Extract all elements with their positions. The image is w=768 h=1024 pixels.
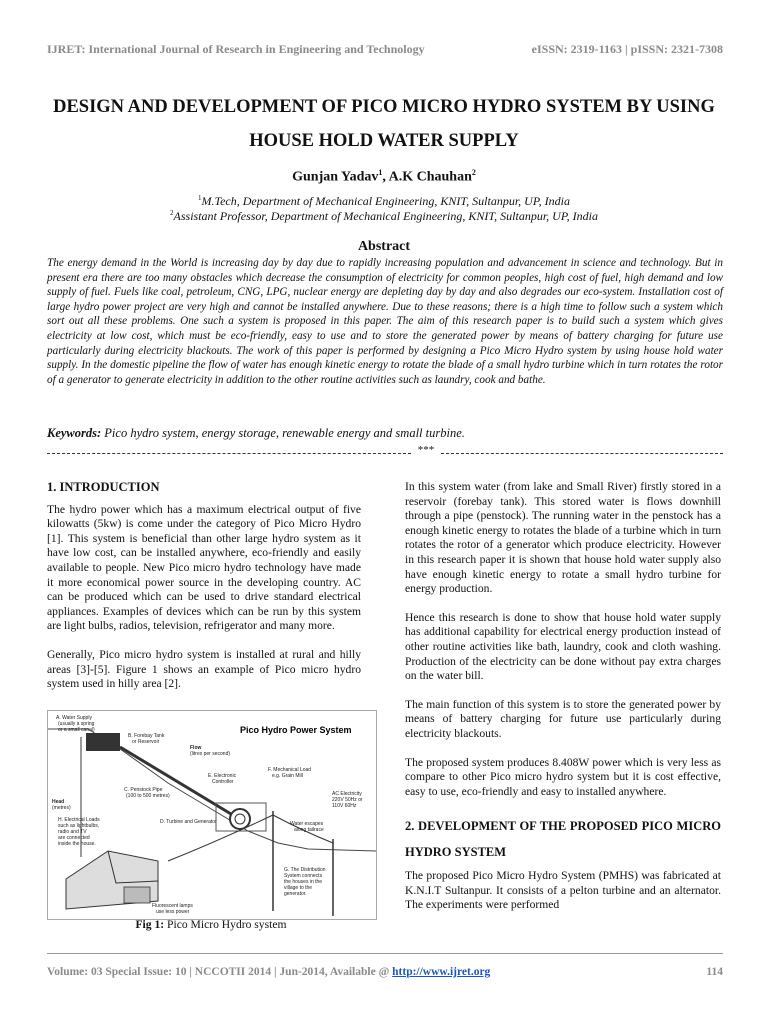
affiliation-1 [0, 194, 768, 209]
label-tailrace: Water escapes [290, 821, 324, 827]
keywords-label: Keywords: [47, 426, 102, 440]
footer [47, 966, 723, 978]
left-column [47, 480, 361, 706]
section-1-heading: 1. INTRODUCTION [47, 480, 160, 494]
label-loads-2: such as lightbulbs, [58, 823, 100, 829]
affiliation-2-sup: 2 [170, 209, 174, 217]
label-water-supply: A. Water Supply [56, 715, 92, 721]
label-distribution-2: System connects [284, 873, 323, 879]
author-1: Gunjan Yadav [292, 169, 379, 185]
right-paragraph-2: Hence this research is done to show that house hold water supply has additional capability for electrical energy production instead of other routine activities like bath, laundry, cook and cloth washing. Production of the electricity can be done without pay extra charges on the water bill. [405, 610, 721, 683]
label-fluorescent: Fluorescent lamps [152, 903, 193, 909]
label-ac-3: 110V 60Hz [332, 803, 357, 809]
separator-stars: *** [417, 444, 435, 456]
pico-hydro-diagram [48, 711, 376, 919]
label-loads-3: radio and TV [58, 829, 87, 835]
separator-line-right [441, 453, 723, 454]
label-loads: H. Electrical Loads [58, 817, 100, 823]
label-distribution-3: the houses in the [284, 879, 323, 885]
turbine-generator [230, 809, 250, 829]
forebay-tank [86, 733, 120, 751]
label-controller-2: Controller [212, 779, 234, 785]
intro-paragraph-2: Generally, Pico micro hydro system is installed at rural and hilly areas [3]-[5]. Figure 1 shows an example of Pico micro hydro system used in hilly area [2]. [47, 647, 361, 691]
label-turbine: D. Turbine and Generator [160, 819, 217, 825]
label-forebay-2: or Reservoir [132, 739, 160, 745]
footer-link[interactable]: http://www.ijret.org [392, 966, 491, 978]
keywords [47, 426, 723, 441]
label-fluorescent-2: use less power [156, 909, 190, 915]
affiliation-1-text: M.Tech, Department of Mechanical Engineering, KNIT, Sultanpur, UP, India [201, 194, 570, 208]
affiliation-1-sup: 1 [198, 194, 202, 202]
figure-caption [47, 918, 375, 931]
label-penstock-2: (100 to 500 metres) [126, 793, 170, 799]
keywords-text: Pico hydro system, energy storage, renewable energy and small turbine. [104, 426, 465, 440]
section-separator [47, 444, 723, 460]
label-water-supply-2: (usually a spring [58, 721, 95, 727]
label-loads-4: are connected [58, 835, 90, 841]
affiliation-2 [0, 209, 768, 224]
journal-name: IJRET: International Journal of Research in Engineering and Technology [47, 42, 425, 56]
running-header [47, 42, 723, 62]
page-number: 114 [706, 966, 723, 978]
authors [0, 168, 768, 186]
label-distribution-4: village to the [284, 885, 313, 891]
label-flow: Flow [190, 745, 202, 751]
house-window [124, 887, 150, 903]
author-separator: , [382, 169, 389, 185]
label-penstock: C. Penstock Pipe [124, 787, 163, 793]
footer-volume: Volume: 03 Special Issue: 10 | NCCOTII 2014 | Jun-2014, Available @ [47, 966, 393, 978]
paper-title: DESIGN AND DEVELOPMENT OF PICO MICRO HYDRO SYSTEM BY USING HOUSE HOLD WATER SUPPLY [53, 97, 715, 151]
footer-rule [47, 953, 723, 954]
label-loads-5: inside the house. [58, 841, 96, 847]
right-paragraph-4: The proposed system produces 8.408W power which is very less as compare to other Pico micro hydro system but it is cost effective, easy to use, eco-friendly and easy to installed anywhere. [405, 755, 721, 798]
right-column [405, 480, 721, 927]
label-mechanical-load-2: e.g. Grain Mill [272, 773, 303, 779]
separator-line-left [47, 453, 411, 454]
author-2-sup: 2 [471, 168, 476, 177]
section-2-heading: 2. DEVELOPMENT OF THE PROPOSED PICO MICRO HYDRO SYSTEM [405, 819, 721, 860]
abstract-heading: Abstract [357, 239, 411, 254]
diagram-title: Pico Hydro Power System [240, 725, 352, 735]
label-forebay: B. Forebay Tank [128, 733, 165, 739]
label-distribution-5: generator. [284, 891, 307, 897]
label-flow-2: (litres per second) [190, 751, 231, 757]
affiliation-2-text: Assistant Professor, Department of Mechanical Engineering, KNIT, Sultanpur, UP, India [173, 209, 598, 223]
issn: eISSN: 2319-1163 | pISSN: 2321-7308 [531, 42, 723, 56]
label-ac-2: 220V 50Hz or [332, 797, 363, 803]
label-mechanical-load: F. Mechanical Load [268, 767, 312, 773]
intro-paragraph-1: The hydro power which has a maximum electrical output of five kilowatts (5kw) is come under the category of Pico Micro Hydro [1]. This system is beneficial than other large hydro system as it have low cost, can be installed anywhere, eco-friendly and easily available to people. New Pico micro hydro technology have made it more economical power source in the developing country. AC can be produced which can be used to drive standard electrical appliances. Examples of devices which can be run by this system are light bulbs, radios, television, refrigerator and many more. [47, 502, 361, 633]
right-paragraph-1: In this system water (from lake and Small River) firstly stored in a reservoir (forebay tank). This stored water is flows downhill through a pipe (penstock). The running water in the penstock has a enough kinetic energy to rotates the blade of a turbine which in turn rotates the rotor of a generator which produce electricity. However in this research paper it is shown that house hold water supply also have enough kinetic energy to rotate a small hydro turbine for energy production. [405, 480, 721, 596]
label-head-2: (metres) [52, 805, 71, 811]
right-paragraph-3: The main function of this system is to store the generated power by means of battery charging for future use particularly during electricity blackouts. [405, 697, 721, 740]
label-ac: AC Electricity [332, 791, 362, 797]
author-2: A.K Chauhan [388, 169, 472, 185]
figure-caption-label: Fig 1: [135, 918, 165, 931]
label-head: Head [52, 799, 65, 805]
abstract-body: The energy demand in the World is increasing day by day due to rapidly increasing population and advancement in science and technology. But in present era there are too many obstacles which decrease the consumption of electricity for common peoples, high cost of fuel, high demand and low supply of fuel. Fuels like coal, petroleum, CNG, LPG, nuclear energy are depleting day by day and also degrades our eco-system. Installation cost of large hydro power project are very high and cannot be installed anywhere. Due to these reasons; there is a high time to follow such a system which sort out all these problems. One such a system is proposed in this paper. The aim of this research paper is to build such a system which gives electricity at low cost, which must be eco-friendly, easy to use and to store the generated power by means of battery charging for future use particularly during electricity blackouts. The work of this paper is performed by designing a Pico Micro Hydro system by using house hold water supply. In the domestic pipeline the flow of water has enough kinetic energy to rotate the blade of a small hydro turbine which in turn rotates the rotor of a generator to generate electricity in addition to the other routine activities such as laundry, cook and bathe. [47, 257, 723, 386]
label-tailrace-2: along tailrace [294, 827, 324, 833]
label-water-supply-3: or a small canal) [58, 727, 95, 733]
label-controller: E. Electronic [208, 773, 237, 779]
right-paragraph-5: The proposed Pico Micro Hydro System (PMHS) was fabricated at K.N.I.T Sultanpur. It consists of a pelton turbine and an alternator. The experiments were performed [405, 869, 721, 912]
author-1-sup: 1 [378, 168, 383, 177]
figure-caption-text: Pico Micro Hydro system [167, 918, 287, 931]
label-distribution: G. The Distribution [284, 867, 326, 873]
figure-1 [47, 710, 377, 920]
